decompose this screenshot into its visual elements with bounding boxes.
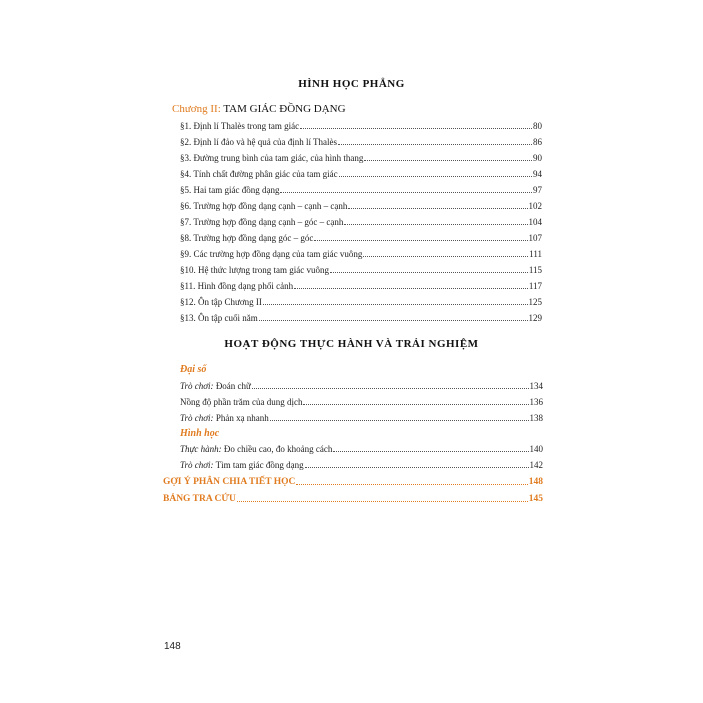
toc-entry-page: 104 (528, 217, 542, 227)
entry-prefix: Thực hành: (180, 444, 222, 454)
toc-entry[interactable] (180, 200, 542, 212)
dot-leader (237, 501, 528, 502)
dot-leader (339, 176, 532, 177)
entry-text: Đo chiều cao, đo khoảng cách (221, 444, 333, 454)
toc-entry[interactable] (180, 184, 542, 196)
entry-text: Tìm tam giác đồng dạng (213, 460, 304, 470)
toc-entry-page: 136 (529, 397, 543, 407)
toc-entry-title (180, 459, 304, 471)
toc-entry-page: 129 (528, 313, 542, 323)
toc-entry-page: 80 (533, 121, 542, 131)
dot-leader (364, 160, 532, 161)
entry-prefix: Trò chơi: (180, 381, 214, 391)
chapter-title: TAM GIÁC ĐỒNG DẠNG (223, 103, 346, 115)
toc-entry-page: 94 (533, 169, 542, 179)
toc-entry-title: §5. Hai tam giác đồng dạng (180, 185, 280, 195)
toc-entry-title: §9. Các trường hợp đồng dạng của tam giác vuông (180, 249, 363, 259)
toc-entry[interactable] (180, 216, 542, 228)
toc-entry-page: 142 (529, 460, 543, 470)
toc-entry-title (180, 396, 302, 408)
toc-entry[interactable] (180, 136, 542, 148)
dot-leader (270, 420, 529, 421)
toc-entry[interactable] (180, 248, 542, 260)
dot-leader (252, 388, 529, 389)
dot-leader (314, 240, 527, 241)
dot-leader (300, 128, 532, 129)
toc-entry[interactable] (180, 296, 542, 308)
dot-leader (259, 320, 528, 321)
toc-entry-page: 134 (529, 381, 543, 391)
toc-entry-title: §1. Định lí Thalès trong tam giác (180, 121, 300, 131)
toc-entry-title: BẢNG TRA CỨU (163, 494, 236, 504)
toc-entry-page: 102 (528, 201, 542, 211)
section-title-activities: HOẠT ĐỘNG THỰC HÀNH VÀ TRẢI NGHIỆM (224, 338, 479, 350)
toc-entry-page: 148 (528, 477, 543, 487)
toc-entry-title: GỢI Ý PHÂN CHIA TIẾT HỌC (163, 477, 296, 487)
toc-entry[interactable] (180, 264, 542, 276)
dot-leader (333, 451, 528, 452)
toc-entry-title: §3. Đường trung bình của tam giác, của hình thang (180, 153, 364, 163)
toc-entry-page: 145 (528, 494, 543, 504)
page-number: 148 (164, 641, 181, 652)
toc-entry-page: 111 (529, 249, 542, 259)
toc-entry-title: §12. Ôn tập Chương II (180, 297, 262, 307)
section-title-plane-geometry: HÌNH HỌC PHẲNG (298, 78, 405, 90)
toc-entry-page: 140 (529, 444, 543, 454)
dot-leader (305, 467, 529, 468)
toc-entry-page: 138 (529, 413, 543, 423)
toc-entry-title: §7. Trường hợp đồng dạng cạnh – góc – cạnh (180, 217, 344, 227)
entry-text: Đoán chữ (213, 381, 251, 391)
toc-entry-page: 97 (533, 185, 542, 195)
dot-leader (330, 272, 528, 273)
toc-entry-lookup-table[interactable] (163, 493, 543, 505)
toc-entry-page: 86 (533, 137, 542, 147)
toc-entry-page: 115 (528, 265, 542, 275)
toc-entry[interactable] (180, 152, 542, 164)
entry-prefix: Trò chơi: (180, 413, 214, 423)
toc-entry-title (180, 380, 251, 392)
toc-entry[interactable] (180, 443, 543, 455)
toc-entry[interactable] (180, 380, 543, 392)
toc-entry-title (180, 412, 269, 424)
toc-entry-title: §11. Hình đồng dạng phối cảnh (180, 281, 294, 291)
toc-entry-title: §2. Định lí đảo và hệ quả của định lí Thalès (180, 137, 338, 147)
dot-leader (348, 208, 527, 209)
dot-leader (263, 304, 528, 305)
entry-prefix: Trò chơi: (180, 460, 214, 470)
dot-leader (338, 144, 532, 145)
toc-entry[interactable] (180, 412, 543, 424)
dot-leader (303, 404, 528, 405)
toc-entry-page: 125 (528, 297, 542, 307)
toc-entry-title: §4. Tính chất đường phân giác của tam giác (180, 169, 338, 179)
dot-leader (280, 192, 532, 193)
toc-entry-page: 107 (528, 233, 542, 243)
dot-leader (296, 484, 527, 485)
toc-entry[interactable] (180, 280, 542, 292)
toc-entry-title (180, 443, 332, 455)
toc-entry-title: §6. Trường hợp đồng dạng cạnh – cạnh – cạnh (180, 201, 348, 211)
subsection-label-geometry: Hình học (180, 428, 220, 439)
toc-entry[interactable] (180, 120, 542, 132)
toc-entry[interactable] (180, 168, 542, 180)
toc-entry[interactable] (180, 396, 543, 408)
subsection-label-algebra: Đại số (180, 364, 207, 375)
toc-entry-lesson-plan[interactable] (163, 476, 543, 488)
toc-entry[interactable] (180, 312, 542, 324)
chapter-heading (172, 103, 346, 115)
entry-text: Nồng độ phần trăm của dung dịch (180, 397, 303, 407)
toc-entry[interactable] (180, 232, 542, 244)
toc-entry-page: 117 (528, 281, 542, 291)
entry-text: Phản xạ nhanh (213, 413, 269, 423)
chapter-label: Chương II: (172, 103, 221, 115)
toc-entry[interactable] (180, 459, 543, 471)
toc-entry-title: §8. Trường hợp đồng dạng góc – góc (180, 233, 314, 243)
dot-leader (294, 288, 528, 289)
toc-entry-page: 90 (533, 153, 542, 163)
dot-leader (344, 224, 527, 225)
dot-leader (363, 256, 528, 257)
toc-entry-title: §13. Ôn tập cuối năm (180, 313, 258, 323)
toc-entry-title: §10. Hệ thức lượng trong tam giác vuông (180, 265, 329, 275)
